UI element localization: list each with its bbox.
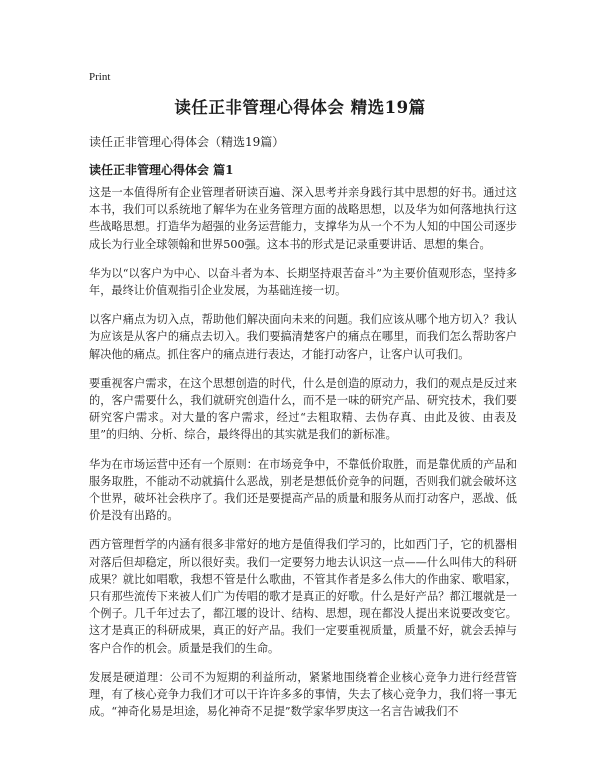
document-title: 读任正非管理心得体会 精选19篇 — [174, 98, 426, 117]
paragraph: 发展是硬道理：公司不为短期的利益所动，紧紧地围绕着企业核心竞争力进行经营管理，有了核心竞争力我们才可以干许许多多的事情，失去了核心竞争力，我们将一事无成。“神奇化易是坦途，易化神奇不足提”数学家华罗庚这一名言告诫我们不 — [89, 670, 517, 719]
paragraph: 华为在市场运营中还有一个原则：在市场竞争中，不靠低价取胜，而是靠优质的产品和服务取胜，不能动不动就搞什么恶战，别老是想低价竞争的问题，否则我们就会破坏这个世界，破坏社会秩序了。我们还是要提高产品的质量和服务从而打动客户，恶战、低价是没有出路的。 — [89, 457, 517, 523]
paragraph: 华为以“以客户为中心、以奋斗者为本、长期坚持艰苦奋斗”为主要价值观形态，坚持多年，最终让价值观指引企业发展，为基础连接一切。 — [89, 266, 517, 298]
section-heading: 读任正非管理心得体会 篇1 — [89, 163, 234, 177]
paragraph: 这是一本值得所有企业管理者研读百遍、深入思考并亲身践行其中思想的好书。通过这本书，我们可以系统地了解华为在业务管理方面的战略思想，以及华为如何落地执行这些战略思想。打造华为超强的业务运营能力，支撑华为从一个不为人知的中国公司逐步成长为行业全球领翰和世界500强。这本书的形式是记录重要讲话、思想的集合。 — [89, 186, 517, 251]
paragraph: 西方管理哲学的内涵有很多非常好的地方是值得我们学习的，比如西门子，它的机器相对落后但却稳定，所以很好卖。我们一定要努力地去认识这一点——什么叫伟大的科研成果？就比如唱歌，我想不管是什么歌曲，不管其作者是多么伟大的作曲家、歌唱家，只有那些流传下来被人们广为传唱的歌才是真正的好歌。什么是好产品？都江堰就是一个例子。几千年过去了，都江堰的设计、结构、思想，现在都没人提出来说要改变它。这才是真正的科研成果，真正的好产品。我们一定要重视质量，质量不好，就会丢掉与客户合作的机会。质量是我们的生命。 — [89, 538, 517, 655]
paragraph: 要重视客户需求，在这个思想创造的时代，什么是创造的原动力，我们的观点是反过来的，客户需要什么，我们就研究创造什么，而不是一味的研究产品、研究技术，我们要研究客户需求。对大量的客户需求，经过“去粗取精、去伪存真、由此及彼、由表及里”的归纳、分析、综合，最终得出的其实就是我们的新标准。 — [89, 376, 517, 442]
article-body — [89, 184, 517, 732]
document-subtitle: 读任正非管理心得体会（精选19篇） — [89, 135, 285, 149]
paragraph: 以客户痛点为切入点，帮助他们解决面向未来的问题。我们应该从哪个地方切入？我认为应该是从客户的痛点去切入。我们要搞清楚客户的痛点在哪里，而我们怎么帮助客户解决他的痛点。抓住客户的痛点进行表达，才能打动客户，让客户认可我们。 — [89, 313, 517, 361]
print-label[interactable]: Print — [89, 71, 111, 83]
